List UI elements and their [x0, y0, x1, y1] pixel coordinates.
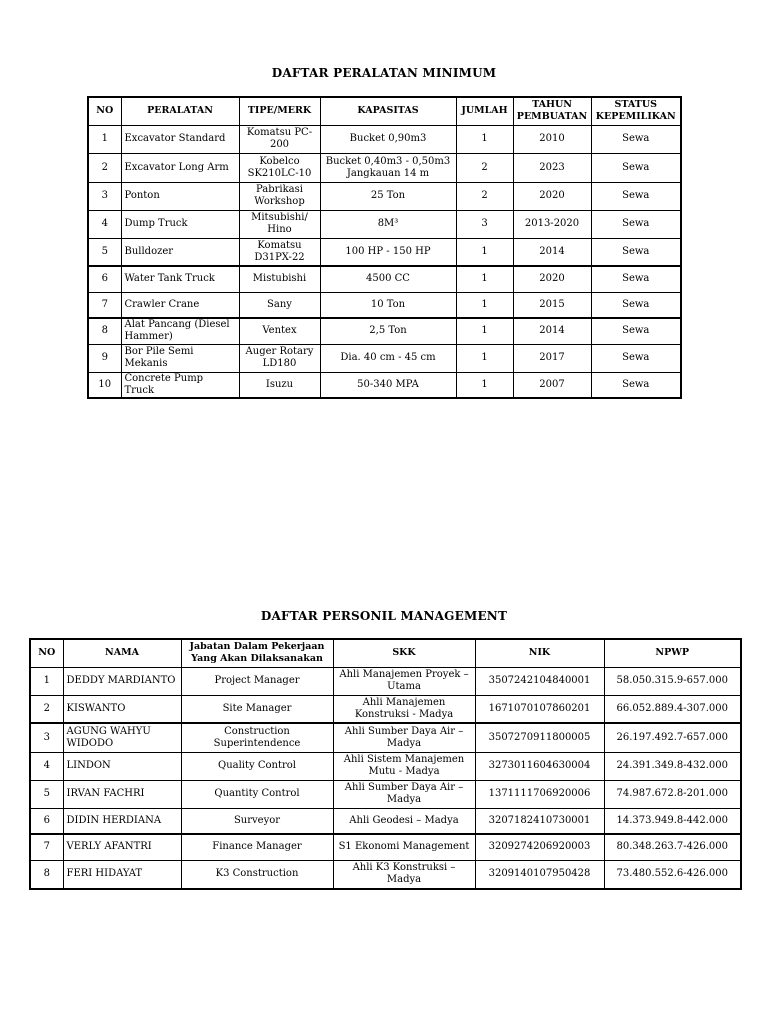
table-cell: Kobelco SK210LC-10: [239, 153, 320, 182]
personnel-header-row: [30, 639, 741, 667]
table-cell: 1671070107860201: [475, 695, 604, 723]
personnel-header-cell: NIK: [475, 639, 604, 667]
table-cell: 8M³: [320, 210, 456, 238]
table-cell: FERI HIDAYAT: [63, 860, 181, 889]
table-cell: 1371111706920006: [475, 780, 604, 808]
table-cell: Mitsubishi/ Hino: [239, 210, 320, 238]
table-cell: Ventex: [239, 318, 320, 344]
table-cell: 10: [88, 372, 121, 398]
personnel-table: [29, 638, 742, 890]
table-cell: Komatsu D31PX-22: [239, 238, 320, 266]
equipment-header-cell: JUMLAH: [456, 97, 513, 125]
table-cell: 4500 CC: [320, 266, 456, 292]
table-cell: 14.373.949.8-442.000: [604, 808, 741, 834]
personnel-header-cell: NAMA: [63, 639, 181, 667]
table-cell: Finance Manager: [181, 834, 333, 860]
table-cell: 2007: [513, 372, 591, 398]
table-cell: Ahli Sumber Daya Air – Madya: [333, 780, 475, 808]
table-cell: 2: [456, 182, 513, 210]
table-cell: Ahli K3 Konstruksi – Madya: [333, 860, 475, 889]
table-cell: Auger Rotary LD180: [239, 344, 320, 372]
table-cell: 24.391.349.8-432.000: [604, 752, 741, 780]
table-cell: 2014: [513, 238, 591, 266]
table-cell: 2015: [513, 292, 591, 318]
table-cell: K3 Construction: [181, 860, 333, 889]
table-cell: 6: [88, 266, 121, 292]
table-cell: Excavator Long Arm: [121, 153, 239, 182]
table-row: [88, 292, 681, 318]
table-cell: Ahli Sumber Daya Air – Madya: [333, 723, 475, 752]
table-cell: Sewa: [591, 238, 681, 266]
table-cell: DIDIN HERDIANA: [63, 808, 181, 834]
table-cell: Construction Superintendence: [181, 723, 333, 752]
table-cell: KISWANTO: [63, 695, 181, 723]
table-cell: 1: [456, 266, 513, 292]
table-cell: 74.987.672.8-201.000: [604, 780, 741, 808]
table-cell: Crawler Crane: [121, 292, 239, 318]
table-cell: Alat Pancang (Diesel Hammer): [121, 318, 239, 344]
table-cell: 10 Ton: [320, 292, 456, 318]
table-cell: Sewa: [591, 372, 681, 398]
table-cell: 80.348.263.7-426.000: [604, 834, 741, 860]
table-cell: Dia. 40 cm - 45 cm: [320, 344, 456, 372]
table-cell: DEDDY MARDIANTO: [63, 667, 181, 695]
table-cell: Ahli Manajemen Proyek – Utama: [333, 667, 475, 695]
table-cell: 5: [30, 780, 63, 808]
table-cell: 2: [456, 153, 513, 182]
table-cell: 2: [30, 695, 63, 723]
equipment-header-cell: TIPE/MERK: [239, 97, 320, 125]
table-cell: 66.052.889.4-307.000: [604, 695, 741, 723]
table-cell: Dump Truck: [121, 210, 239, 238]
table-row: [30, 752, 741, 780]
table-cell: 2010: [513, 125, 591, 153]
table-cell: Mistubishi: [239, 266, 320, 292]
table-row: [88, 372, 681, 398]
table-cell: 3: [456, 210, 513, 238]
table-cell: 1: [456, 318, 513, 344]
table-cell: S1 Ekonomi Management: [333, 834, 475, 860]
table-cell: 2020: [513, 266, 591, 292]
table-cell: 3209140107950428: [475, 860, 604, 889]
table-cell: Sewa: [591, 210, 681, 238]
table-cell: Surveyor: [181, 808, 333, 834]
table-cell: 25 Ton: [320, 182, 456, 210]
table-cell: Bucket 0,40m3 - 0,50m3 Jangkauan 14 m: [320, 153, 456, 182]
table-row: [88, 125, 681, 153]
table-cell: 2: [88, 153, 121, 182]
equipment-title: DAFTAR PERALATAN MINIMUM: [271, 66, 497, 80]
table-cell: IRVAN FACHRI: [63, 780, 181, 808]
table-cell: 2,5 Ton: [320, 318, 456, 344]
table-cell: 3: [88, 182, 121, 210]
table-cell: Ahli Manajemen Konstruksi - Madya: [333, 695, 475, 723]
table-cell: 58.050.315.9-657.000: [604, 667, 741, 695]
table-cell: 4: [88, 210, 121, 238]
equipment-header-row: [88, 97, 681, 125]
table-cell: 2020: [513, 182, 591, 210]
table-row: [88, 266, 681, 292]
table-row: [88, 318, 681, 344]
table-row: [30, 667, 741, 695]
table-row: [88, 182, 681, 210]
table-cell: Sewa: [591, 344, 681, 372]
table-cell: Sany: [239, 292, 320, 318]
table-row: [30, 834, 741, 860]
table-cell: 2023: [513, 153, 591, 182]
table-cell: 8: [30, 860, 63, 889]
table-cell: Sewa: [591, 318, 681, 344]
table-cell: Komatsu PC-200: [239, 125, 320, 153]
table-cell: Isuzu: [239, 372, 320, 398]
table-cell: 3: [30, 723, 63, 752]
table-cell: 1: [456, 125, 513, 153]
equipment-header-cell: PERALATAN: [121, 97, 239, 125]
table-cell: 73.480.552.6-426.000: [604, 860, 741, 889]
table-row: [30, 723, 741, 752]
table-cell: 5: [88, 238, 121, 266]
table-cell: 9: [88, 344, 121, 372]
table-cell: 3507242104840001: [475, 667, 604, 695]
table-cell: Sewa: [591, 153, 681, 182]
table-cell: 6: [30, 808, 63, 834]
table-cell: 2017: [513, 344, 591, 372]
table-cell: 3209274206920003: [475, 834, 604, 860]
table-cell: 3207182410730001: [475, 808, 604, 834]
equipment-header-cell: TAHUN PEMBUATAN: [513, 97, 591, 125]
table-cell: Ponton: [121, 182, 239, 210]
table-cell: Sewa: [591, 125, 681, 153]
table-cell: 7: [30, 834, 63, 860]
table-cell: Project Manager: [181, 667, 333, 695]
table-cell: Quantity Control: [181, 780, 333, 808]
table-cell: LINDON: [63, 752, 181, 780]
table-cell: 1: [456, 372, 513, 398]
table-cell: Bulldozer: [121, 238, 239, 266]
personnel-header-cell: NPWP: [604, 639, 741, 667]
table-cell: Pabrikasi Workshop: [239, 182, 320, 210]
table-cell: Sewa: [591, 266, 681, 292]
table-cell: Excavator Standard: [121, 125, 239, 153]
table-cell: 1: [456, 292, 513, 318]
table-cell: VERLY AFANTRI: [63, 834, 181, 860]
table-cell: 1: [88, 125, 121, 153]
equipment-header-cell: NO: [88, 97, 121, 125]
table-row: [88, 344, 681, 372]
table-cell: Sewa: [591, 182, 681, 210]
personnel-header-cell: Jabatan Dalam Pekerjaan Yang Akan Dilaksanakan: [181, 639, 333, 667]
equipment-header-cell: STATUS KEPEMILIKAN: [591, 97, 681, 125]
table-row: [88, 238, 681, 266]
table-cell: Quality Control: [181, 752, 333, 780]
table-cell: 2014: [513, 318, 591, 344]
table-row: [30, 695, 741, 723]
table-cell: Site Manager: [181, 695, 333, 723]
personnel-header-cell: SKK: [333, 639, 475, 667]
table-cell: 8: [88, 318, 121, 344]
table-cell: 2013-2020: [513, 210, 591, 238]
table-row: [88, 153, 681, 182]
table-cell: 26.197.492.7-657.000: [604, 723, 741, 752]
table-cell: Concrete Pump Truck: [121, 372, 239, 398]
table-cell: Water Tank Truck: [121, 266, 239, 292]
table-cell: 3507270911800005: [475, 723, 604, 752]
personnel-header-cell: NO: [30, 639, 63, 667]
table-row: [30, 808, 741, 834]
table-cell: AGUNG WAHYU WIDODO: [63, 723, 181, 752]
table-cell: Ahli Geodesi – Madya: [333, 808, 475, 834]
equipment-table: [87, 96, 682, 399]
table-cell: 1: [456, 344, 513, 372]
table-cell: 4: [30, 752, 63, 780]
table-cell: 7: [88, 292, 121, 318]
table-cell: Ahli Sistem Manajemen Mutu - Madya: [333, 752, 475, 780]
table-row: [30, 860, 741, 889]
table-cell: Bucket 0,90m3: [320, 125, 456, 153]
table-cell: 1: [456, 238, 513, 266]
table-cell: Sewa: [591, 292, 681, 318]
personnel-title: DAFTAR PERSONIL MANAGEMENT: [260, 609, 508, 623]
table-cell: 1: [30, 667, 63, 695]
table-row: [30, 780, 741, 808]
equipment-header-cell: KAPASITAS: [320, 97, 456, 125]
table-cell: 50-340 MPA: [320, 372, 456, 398]
table-cell: 3273011604630004: [475, 752, 604, 780]
table-cell: 100 HP - 150 HP: [320, 238, 456, 266]
table-cell: Bor Pile Semi Mekanis: [121, 344, 239, 372]
table-row: [88, 210, 681, 238]
